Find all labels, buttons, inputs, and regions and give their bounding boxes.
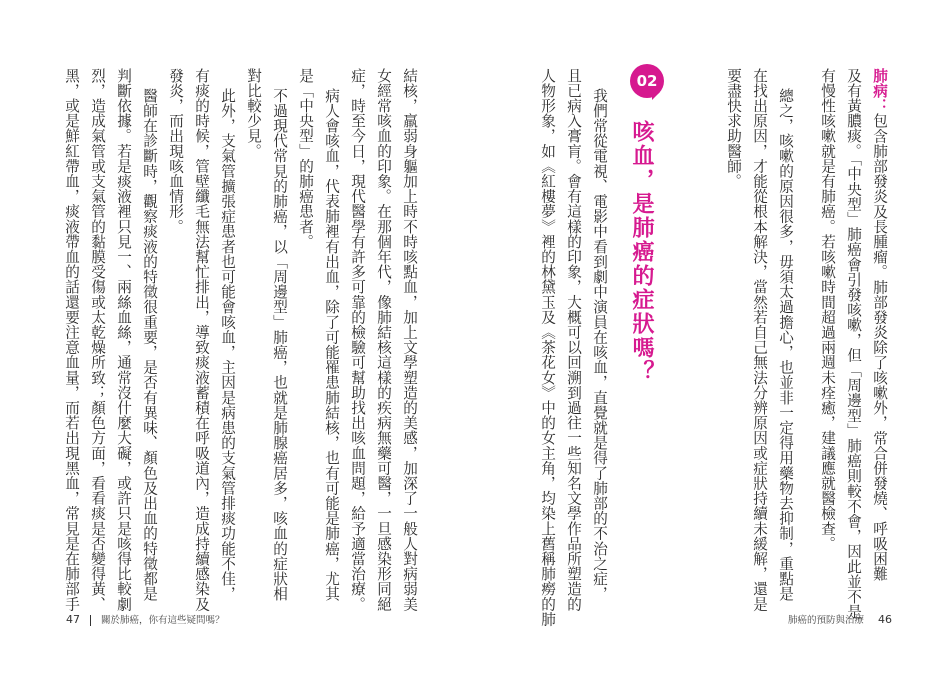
left-footer-title: 關於肺癌，你有這些疑問嗎？ xyxy=(101,615,225,626)
section-title: 咳血，是肺癌的症狀嗎？ xyxy=(629,120,654,384)
right-page-column-5: 在找出原因，才能從根本解決，當然若自己無法分辨原因或症狀持續未緩解，還是 xyxy=(751,68,768,612)
term-lung-disease: 肺病： xyxy=(871,68,888,114)
footer-divider xyxy=(90,615,91,626)
left-page-number: 47 xyxy=(66,613,80,626)
left-page-column-3: 症，時至今日，現代醫學有許多可靠的檢驗可幫助找出咳血問題，給予適當治療。 xyxy=(349,68,366,612)
left-page-column-5: 是「中央型」的肺癌患者。 xyxy=(297,68,314,250)
right-page-column-7: 我們常從電視、電影中看到劇中演員在咳血，直覺就是得了肺部的不治之症， xyxy=(591,88,608,602)
right-footer-title: 肺癌的預防與治療 xyxy=(788,615,865,626)
left-page-column-6: 不過現代常見的肺癌，以「周邊型」肺癌，也就是肺腺癌居多，咳血的症狀相 xyxy=(271,88,288,602)
left-page-column-1: 結核，羸弱身軀加上時不時咳點血，加上文學塑造的美感，加深了一般人對病弱美 xyxy=(401,68,418,612)
left-page-column-2: 女經常咳血的印象。在那個年代，像肺結核這樣的疾病無藥可醫，一旦感染形同絕 xyxy=(375,68,392,612)
right-page-column-6: 要盡快求助醫師。 xyxy=(725,68,742,189)
right-page-column-4: 總之，咳嗽的原因很多，毋須太過擔心，也並非一定得用藥物去抑制，重點是 xyxy=(777,88,794,602)
left-page-column-12: 判斷依據。若是痰液裡只見一、兩絲血絲，通常沒什麼大礙，或許只是咳得比較劇 xyxy=(115,68,132,612)
right-page-column-2: 及有黃膿痰。「中央型」肺癌會引發咳嗽，但「周邊型」肺癌則較不會，因此並不是 xyxy=(845,68,862,620)
right-page-column-1: 肺病：包含肺部發炎及長腫瘤。肺部發炎除了咳嗽外，常合併發燒、呼吸困難 xyxy=(871,68,888,582)
right-page-column-3: 有慢性咳嗽就是有肺癌。若咳嗽時間超過兩週未痊癒，建議應就醫檢查。 xyxy=(819,68,836,552)
left-page-column-11: 醫師在診斷時，觀察痰液的特徵很重要，是否有異味、顏色及出血的特徵都是 xyxy=(141,88,158,602)
right-page-number: 46 xyxy=(878,613,893,626)
right-page-footer xyxy=(788,612,892,626)
left-page-column-8: 此外，支氣管擴張症患者也可能會咳血，主因是病患的支氣管排痰功能不佳， xyxy=(219,88,236,602)
right-page-column-9: 人物形象，如《紅樓夢》裡的林黛玉及《茶花女》中的女主角，均染上舊稱肺癆的肺 xyxy=(539,68,556,627)
left-page-column-10: 發炎，而出現咳血情形。 xyxy=(167,68,184,235)
right-page-column-8: 且已病入膏肓。會有這樣的印象，大概可以回溯到過往一些知名文學作品所塑造的 xyxy=(565,68,582,612)
left-page-footer xyxy=(66,612,225,626)
left-page-column-7: 對比較少見。 xyxy=(245,68,262,159)
left-page-column-4: 病人會咳血，代表肺裡有出血，除了可能罹患肺結核，也有可能是肺癌，尤其 xyxy=(323,88,340,602)
left-page-column-14: 黑，或是鮮紅帶血，痰液帶血的話還要注意血量，而若出現黑血，常見是在肺部手 xyxy=(63,68,80,612)
left-page-column-13: 烈，造成氣管或支氣管的黏膜受傷或太乾燥所致；顏色方面，看看痰是否變得黃、 xyxy=(89,68,106,612)
section-number-badge: 02 xyxy=(630,64,664,98)
left-page-column-9: 有痰的時候，管壁纖毛無法幫忙排出，導致痰液蓄積在呼吸道內，造成持續感染及 xyxy=(193,68,210,612)
